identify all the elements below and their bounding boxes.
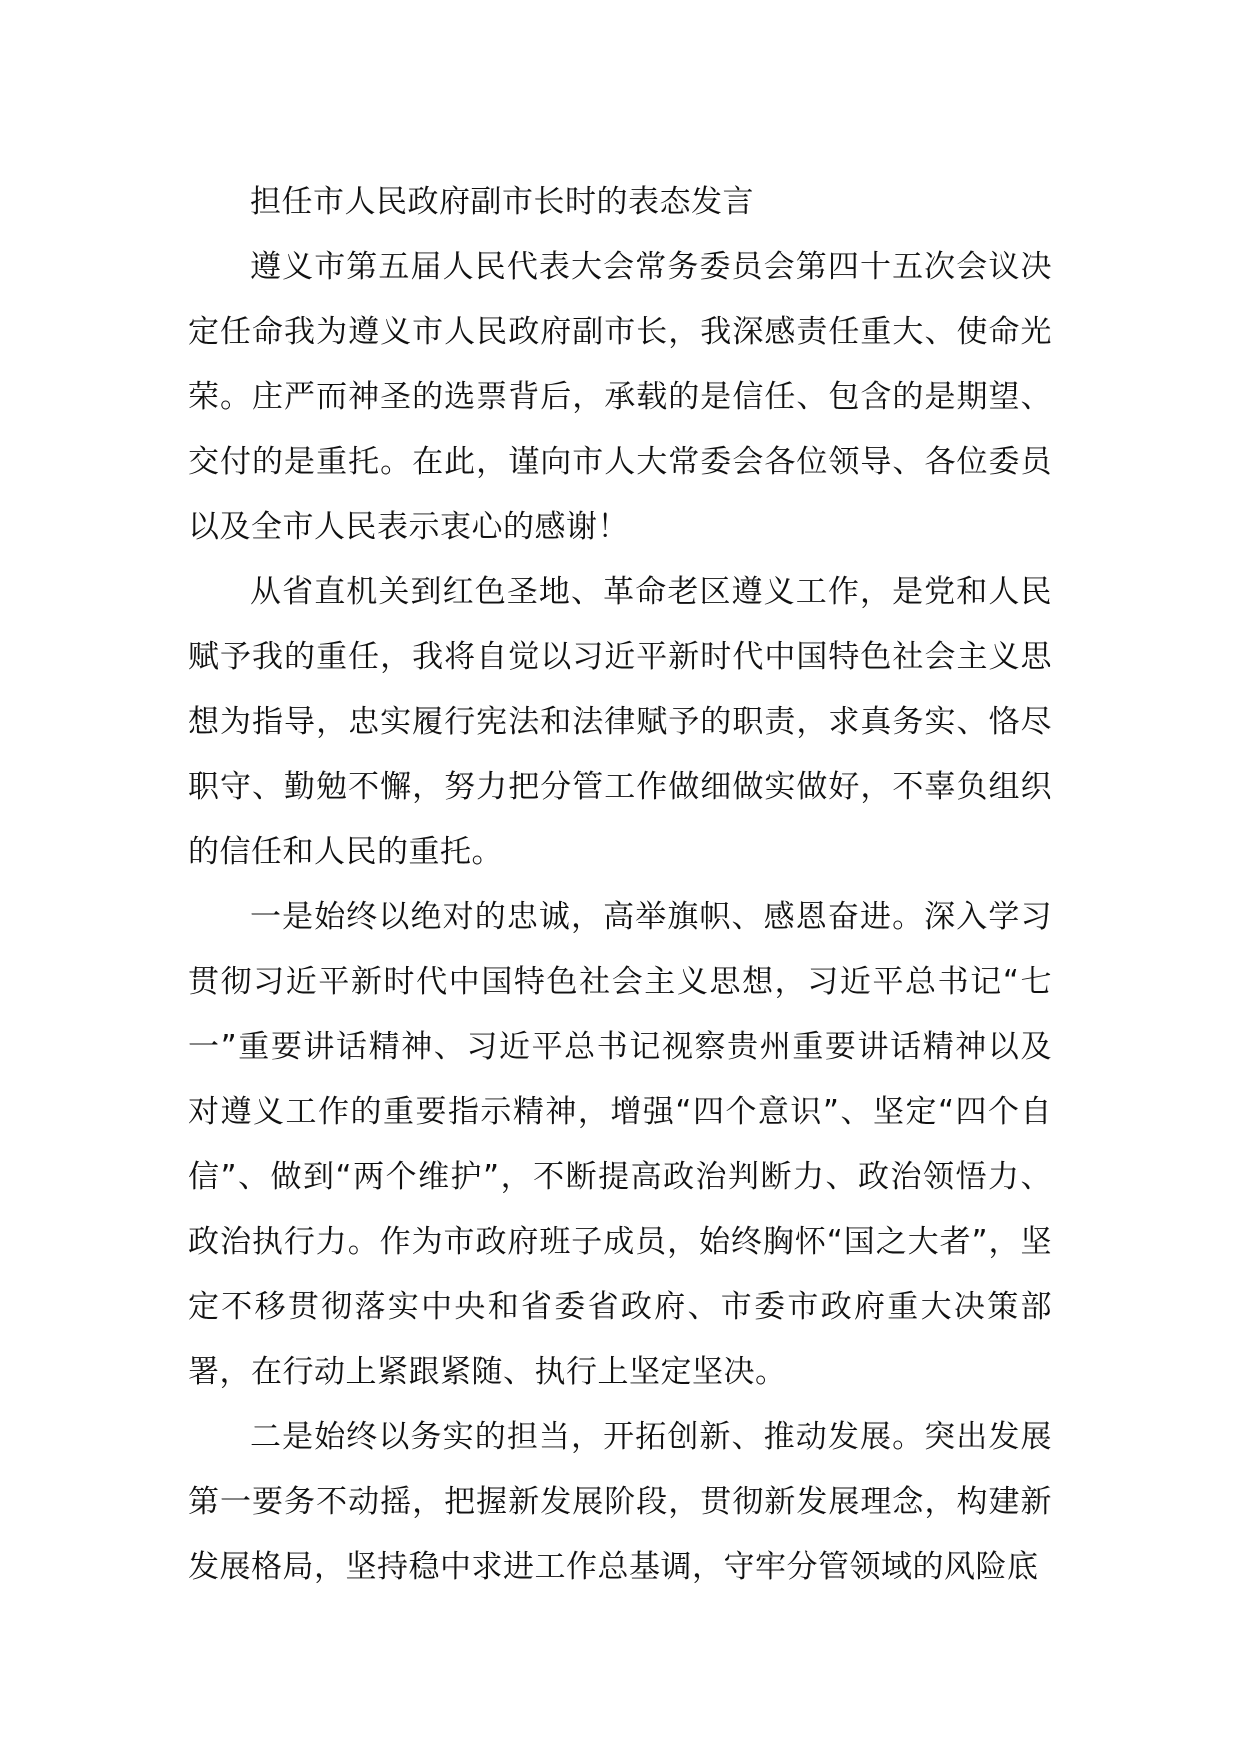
paragraph-responsibility: 从省直机关到红色圣地、革命老区遵义工作，是党和人民赋予我的重任，我将自觉以习近平新时代中国特色社会主义思想为指导，忠实履行宪法和法律赋予的职责，求真务实、恪尽职守、勤勉不懈，努力把分管工作做细做实做好，不辜负组织的信任和人民的重托。 bbox=[188, 574, 1052, 870]
document-title: 担任市人民政府副市长时的表态发言 bbox=[250, 184, 754, 220]
paragraph-point-one: 一是始终以绝对的忠诚，高举旗帜、感恩奋进。深入学习贯彻习近平新时代中国特色社会主义思想，习近平总书记“七一”重要讲话精神、习近平总书记视察贵州重要讲话精神以及对遵义工作的重要指示精神，增强“四个意识”、坚定“四个自信”、做到“两个维护”，不断提高政治判断力、政治领悟力、政治执行力。作为市政府班子成员，始终胸怀“国之大者”，坚定不移贯彻落实中央和省委省政府、市委市政府重大决策部署，在行动上紧跟紧随、执行上坚定坚决。 bbox=[188, 899, 1052, 1390]
paragraph-point-two: 二是始终以务实的担当，开拓创新、推动发展。突出发展第一要务不动摇，把握新发展阶段，贯彻新发展理念，构建新发展格局，坚持稳中求进工作总基调，守牢分管领域的风险底 bbox=[188, 1419, 1052, 1585]
document-body bbox=[188, 170, 1052, 1600]
paragraph-appointment: 遵义市第五届人民代表大会常务委员会第四十五次会议决定任命我为遵义市人民政府副市长，我深感责任重大、使命光荣。庄严而神圣的选票背后，承载的是信任、包含的是期望、交付的是重托。在此，谨向市人大常委会各位领导、各位委员以及全市人民表示衷心的感谢！ bbox=[188, 249, 1052, 545]
